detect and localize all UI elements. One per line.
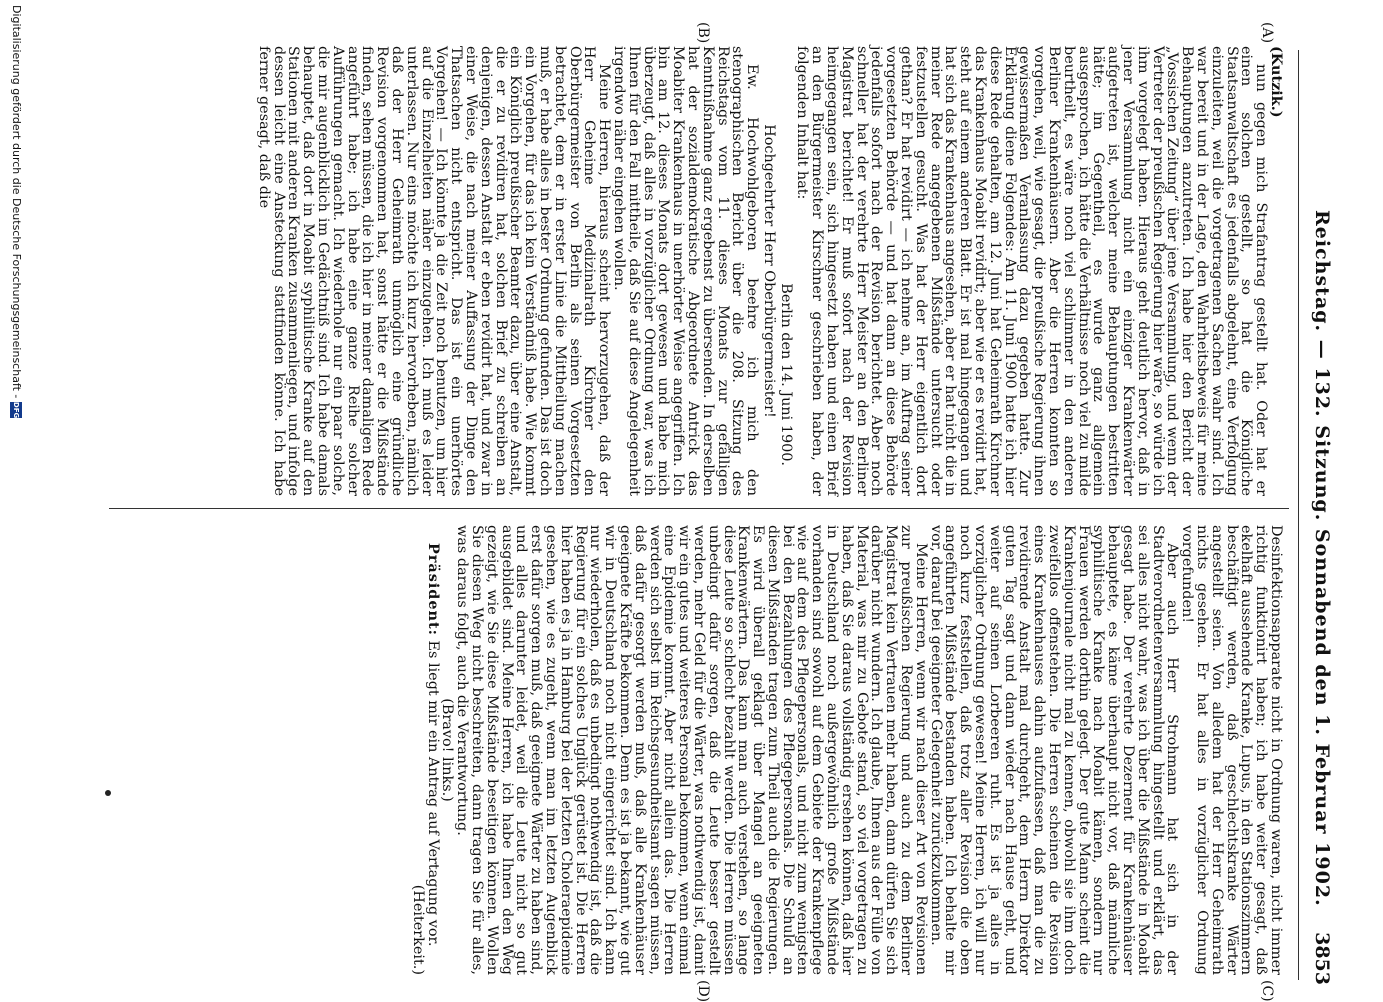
- ink-dot: [105, 790, 111, 796]
- dfg-logo-icon: DFG: [12, 401, 20, 419]
- paragraph: nun gegen mich Strafantrag gestellt hat. Oder hat er einen solchen gestellt, so hat die Königliche Staatsanwaltschaft es jedenfalls abgelehnt, eine Verfolgung einzuleiten, weil die vorgetragenen Sachen wahr sind. Ich war bereit und in der Lage, den Wahrheitsbeweis für meine Behauptungen anzutreten. Ich habe hier den Bericht der „Vossischen Zeitung“ über jene Versammlung, und wenn der Vertreter der preußischen Regierung hier wäre, so würde ich ihm vorgelegt haben. Hieraus geht deutlich hervor, daß in jener Versammlung nicht ein einziger Krankenwärter aufgetreten ist, welcher meine Behauptungen bestritten hätte; im Gegentheil, es wurde ganz allgemein ausgesprochen, ich hätte die Verhältnisse noch viel zu milde beurtheilt, es wäre noch viel schlimmer in den anderen Berliner Krankenhäusern. Aber die Herren konnten so vorgehen, weil, wie gesagt, die preußische Regierung ihnen gewissermaßen Veranlassung dazu gegeben hatte. Zur Erklärung diene Folgendes: Am 11. Juni 1900 hatte ich hier diese Rede gehalten, am 12. Juni hat Geheimrath Kirchner das Krankenhaus Moabit revidirt; aber wie er es revidirt hat, steht auf einem anderen Blatt. Er ist mal hingegangen und hat sich das Krankenhaus angesehen, aber er hat nicht die in meiner Rede angegebenen Mißstände untersucht oder festzustellen gesucht. Was hat der Herr eigentlich dort gethan? Er hat revidirt — ich nehme an, im Auftrag seiner vorgesetzten Behörde — und hat dann an diese Behörde jedenfalls sofort nach der Revision berichtet. Aber noch schneller hat der verehrte Herr Meister an den Berliner Magistrat berichtet! Er muß sofort nach der Revision heimgegangen sein, sich hingesetzt haben und einen Brief an den Bürgermeister Kirschner geschrieben haben, der folgenden Inhalt hat:: [794, 46, 1270, 496]
- laughter-note: (Heiterkeit.): [409, 884, 426, 975]
- president-label: Präsident:: [424, 543, 442, 636]
- paragraph: Aber auch Herr Strohmann hat sich in der Stadtverordnetenversammlung hingestellt und erklärt, das sei alles nicht wahr, was ich über die Mißstände in Moabit gesagt habe. Der verehrte Dezernent für Krankenhäuser behauptete, es käme überhaupt nicht vor, daß männliche syphilitische Kranke nach Moabit kämen, sondern nur Frauen werden dorthin gelegt. Der gute Mann scheint die Krankenjournale nicht mal zu kennen, obwohl sie ihm doch zweifellos offenstehen. Die Herren scheinen die Revision eines Krankenhauses dahin aufzufassen, daß man die zu revidirende Anstalt mal durchgeht, dem Herrn Direktor guten Tag sagt und dann wieder nach Hause geht, und weiter auf seinen Lorbeeren ruht. Es ist ja alles in vorzüglicher Ordnung gewesen! Meine Herren, ich will nur noch kurz feststellen, daß trotz aller Revision die oben angeführten Mißstände bestanden haben. Ich behalte mir vor, darauf bei geeigneter Gelegenheit zurückzukommen.: [927, 525, 1181, 975]
- president-text: Es liegt mir ein Antrag auf Vertagung vor.: [424, 640, 441, 947]
- page-header: [1301, 30, 1343, 985]
- applause-note: (Bravo! links.): [439, 698, 456, 802]
- page-number: 3853: [1311, 932, 1333, 985]
- speaker-tag: (Kutzik.): [1268, 46, 1285, 118]
- paragraph: Meine Herren, hieraus scheint hervorzugehen, daß der Herr Geheime Medizinalrath Kirchner den Oberbürgermeister von Berlin als seinen Vorgesetzten betrachtet, dem er in erster Linie die Mittheilung machen muß, er habe alles in bester Ordnung gefunden. Das ist doch ein Vorgehen, für das ich kein Verständniß habe. Wie kommt ein Königlich preußischer Beamter dazu, über eine Anstalt, die er zu revidiren hat, solchen Brief zu schreiben an denjenigen, dessen Anstalt er eben revidirt hat, und zwar in einer Weise, die nach meiner Auffassung der Dinge den Thatsachen nicht entspricht. Das ist ein unerhörtes Vorgehen! — Ich könnte ja die Zeit noch benutzen, um hier auf die Einzelheiten näher einzugehen. Ich muß es leider unterlassen. Nur eins möchte ich kurz hervorheben, nämlich daß der Herr Geheimrath unmöglich eine gründliche Revision vorgenommen hat, sonst hätte er die Mißstände finden, sehen müssen, die ich hier in meiner damaligen Rede angeführt habe; ich habe eine ganze Reihe solcher Aufführungen gemacht. Ich wiederhole nur ein paar solche, die mir augenblicklich im Gedächtniß sind. Ich habe damals behauptet, daß dort in Moabit syphilitische Kranke auf den Stationen mit anderen Kranken zusammenliegen, und infolge dessen leicht eine Ansteckung stattfinden könne. Ich habe ferner gesagt, daß die: [255, 46, 613, 496]
- right-column: [410, 525, 1283, 975]
- margin-marker-a: (A): [1259, 22, 1275, 44]
- letter-body: Ew. Hochwohlgeboren beehre ich mich den stenographischen Bericht über die 208. Sitzung des Reichstags vom 11. dieses Monats zur gefälligen Kenntnißnahme ganz ergebenst zu übersenden. In derselben hat der sozialdemokratische Abgeordnete Antrick das Moabiter Krankenhaus in unerhörter Weise angegriffen. Ich bin am 12. dieses Monats dort gewesen und habe mich überzeugt, daß alles in vorzüglicher Ordnung war, was ich Ihnen für den Fall mittheile, daß Sie auf diese Angelegenheit irgendwo näher eingehen wollen.: [610, 46, 761, 496]
- newspaper-page: [33, 22, 1343, 1002]
- digitization-credit: [10, 5, 23, 421]
- header-rule: [1298, 50, 1299, 980]
- left-column: [256, 46, 1283, 496]
- credit-text: Digitalisierung gefördert durch die Deutsche Forschungsgemeinschaft -: [10, 5, 23, 399]
- paragraph: Meine Herren, wenn wir nach dieser Art von Revisionen zur preußischen Regierung und auch zu dem Berliner Magistrat kein Vertrauen mehr haben, dann dürfen Sie sich darüber nicht wundern. Ich glaube, Ihnen aus der Fülle von Material, was mir zu Gebote stand, so viel vorgetragen zu haben, daß Sie daraus vollständig ersehen können, daß hier in Deutschland noch außergewöhnlich große Mißstände vorhanden sind sowohl auf dem Gebiete der Krankenpflege wie auf dem des Pflegepersonals, und nicht zum wenigsten bei den Bezahlungen des Pflegepersonals. Die Schuld an diesen Mißständen tragen zum Theil auch die Regierungen. Es wird überall geklagt über Mangel an geeigneten Krankenwärtern. Das kann man auch verstehen, so lange diese Leute so schlecht bezahlt werden. Die Herren müssen unbedingt dafür sorgen, daß die Leute besser gestellt werden, mehr Geld für die Wärter, was nothwendig ist, damit wir ein gutes und weiteres Personal bekommen, wenn einmal eine Epidemie kommt. Aber nicht allein das. Die Herren werden sich selbst im Reichsgesundheitsamt sagen müssen, daß dafür gesorgt werden muß, daß alle Krankenhäuser geeignete Kräfte bekommen. Denn es ist ja bekannt, wie gut wir in Deutschland noch nicht eingerichtet sind. Ich kann nur wiederholen, daß es unbedingt nothwendig ist, daß die Regierung für ein solches Unglück gerüstet ist. Die Herren hier haben es ja in Hamburg bei der letzten Choleraepidemie gesehen, wie es zugeht, wenn man im letzten Augenblick erst dafür sorgen muß, daß geeignete Wärter zu haben sind, und alles darunter leidet, weil die Leute nicht so gut ausgebildet sind. Meine Herren, ich habe Ihnen den Weg gezeigt, wie Sie diese Mißstände beseitigen können. Wollen Sie diesen Weg nicht beschreiten, dann tragen Sie für alles, was daraus folgt, auch die Verantwortung.: [454, 525, 929, 975]
- letter-salutation: Hochgeehrter Herr Oberbürgermeister!: [760, 124, 777, 418]
- president-statement: [425, 525, 440, 975]
- letter-date: Berlin den 14. Juni 1900.: [777, 283, 794, 466]
- page-title: Reichstag. — 132. Sitzung. Sonnabend den 1. Februar 1902.: [1311, 210, 1333, 907]
- margin-marker-b: (B): [695, 22, 711, 44]
- column-divider: [109, 508, 1289, 509]
- margin-marker-c: (C): [1259, 980, 1275, 1002]
- margin-marker-d: (D): [695, 980, 711, 1002]
- paragraph: Desinfektionsapparate nicht in Ordnung waren, nicht immer richtig funktionirt haben; ich habe weiter gesagt, daß ekelhaft aussehende Kranke, Lupus, in den Stationszimmern beschäftigt werden, daß geschlechtskranke Wärter angestellt seien. Von alledem hat der Herr Geheimrath nichts gesehen. Er hat alles in vorzüglicher Ordnung vorgefunden!: [1179, 525, 1284, 975]
